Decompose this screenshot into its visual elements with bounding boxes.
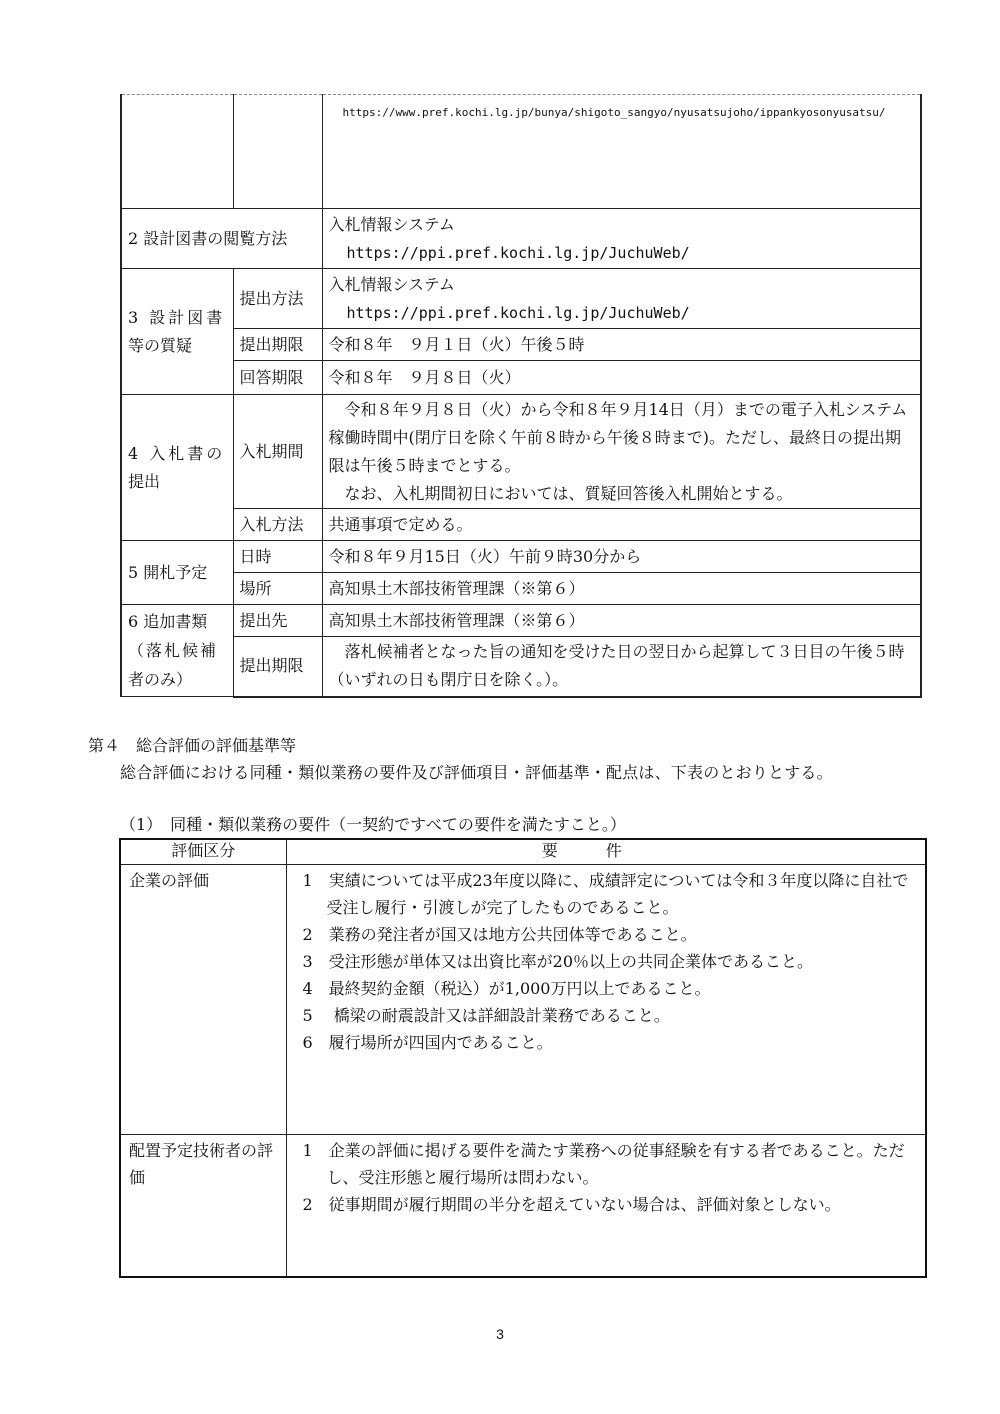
row1-sub-cell (233, 95, 322, 209)
list-item: 1 企業の評価に掲げる要件を満たす業務への従事経験を有する者であること。ただし、受注形態と履行場所は問わない。 (302, 1141, 905, 1187)
row4-sub1-p1: 令和８年９月８日（火）から令和８年９月14日（月）までの電子入札システム稼働時間中(閉庁日を除く午前８時から午後８時まで)。ただし、最終日の提出期限は午後５時までとする。 (328, 399, 908, 475)
category-engineer: 配置予定技術者の評価 (120, 1135, 286, 1278)
row6-label: 6 追加書類 （落札候補 者のみ） (121, 605, 233, 697)
row3-sub2: 提出期限 (233, 329, 322, 361)
row6-sub2-value: 落札候補者となった旨の通知を受けた日の翌日から起算して３日目の午後５時（いずれの日も閉庁日を除く。）。 (322, 637, 921, 697)
list-item: 5 橋梁の耐震設計又は詳細設計業務であること。 (302, 1006, 670, 1025)
row1-label-cell (121, 95, 233, 209)
row3-label: 3 設計図書 等の質疑 (121, 269, 233, 395)
header-requirement: 要件 (286, 839, 926, 865)
schedule-table (120, 94, 922, 698)
list-item: 2 業務の発注者が国又は地方公共団体等であること。 (302, 925, 697, 944)
engineer-requirements (286, 1135, 926, 1278)
row5-sub1-value: 令和８年９月15日（火）午前９時30分から (322, 541, 921, 573)
row5-sub2: 場所 (233, 573, 322, 605)
section-title: 第４ 総合評価の評価基準等 (88, 736, 297, 755)
row4-sub2: 入札方法 (233, 509, 322, 541)
row4-sub1: 入札期間 (233, 395, 322, 509)
list-item: 4 最終契約金額（税込）が1,000万円以上であること。 (302, 979, 711, 998)
row5-sub1: 日時 (233, 541, 322, 573)
section-description: 総合評価における同種・類似業務の要件及び評価項目・評価基準・配点は、下表のとおりとする。 (120, 763, 833, 782)
row6-sub1-value: 高知県土木部技術管理課（※第６） (322, 605, 921, 637)
list-item: 6 履行場所が四国内であること。 (302, 1033, 553, 1052)
row6-sub1: 提出先 (233, 605, 322, 637)
row3-sub1-line1: 入札情報システム (328, 274, 455, 294)
requirements-table (119, 838, 927, 1278)
row5-sub2-value: 高知県土木部技術管理課（※第６） (322, 573, 921, 605)
row3-sub3-value: 令和８年 ９月８日（火） (322, 361, 921, 395)
row2-line1: 入札情報システム (328, 214, 455, 234)
page-number: 3 (496, 1326, 504, 1342)
row6-sub2: 提出期限 (233, 637, 322, 697)
row3-sub3: 回答期限 (233, 361, 322, 395)
company-requirements (286, 865, 926, 1135)
row3-sub1: 提出方法 (233, 269, 322, 329)
row2-url: https://ppi.pref.kochi.lg.jp/JuchuWeb/ (346, 243, 690, 262)
row2-label: 2 設計図書の閲覧方法 (121, 209, 322, 269)
row4-sub1-p2: なお、入札期間初日においては、質疑回答後入札開始とする。 (344, 483, 793, 503)
row3-sub2-value: 令和８年 ９月１日（火）午後５時 (322, 329, 921, 361)
list-item: 3 受注形態が単体又は出資比率が20％以上の共同企業体であること。 (302, 952, 814, 971)
ippan-url: https://www.pref.kochi.lg.jp/bunya/shigoto_sangyo/nyusatsujoho/ippankyosonyusatsu/ (342, 106, 886, 119)
subsection-title: （1） 同種・類似業務の要件（一契約ですべての要件を満たすこと。） (120, 815, 626, 834)
header-category: 評価区分 (120, 839, 286, 865)
row3-sub1-url: https://ppi.pref.kochi.lg.jp/JuchuWeb/ (346, 303, 690, 322)
list-item: 2 従事期間が履行期間の半分を超えていない場合は、評価対象としない。 (302, 1195, 841, 1214)
row4-label: 4 入札書の 提出 (121, 395, 233, 541)
list-item: 1 実績については平成23年度以降に、成績評定については令和３年度以降に自社で受注し履行・引渡しが完了したものであること。 (302, 871, 909, 917)
category-company: 企業の評価 (120, 865, 286, 1135)
row4-sub2-value: 共通事項で定める。 (322, 509, 921, 541)
row5-label: 5 開札予定 (121, 541, 233, 605)
